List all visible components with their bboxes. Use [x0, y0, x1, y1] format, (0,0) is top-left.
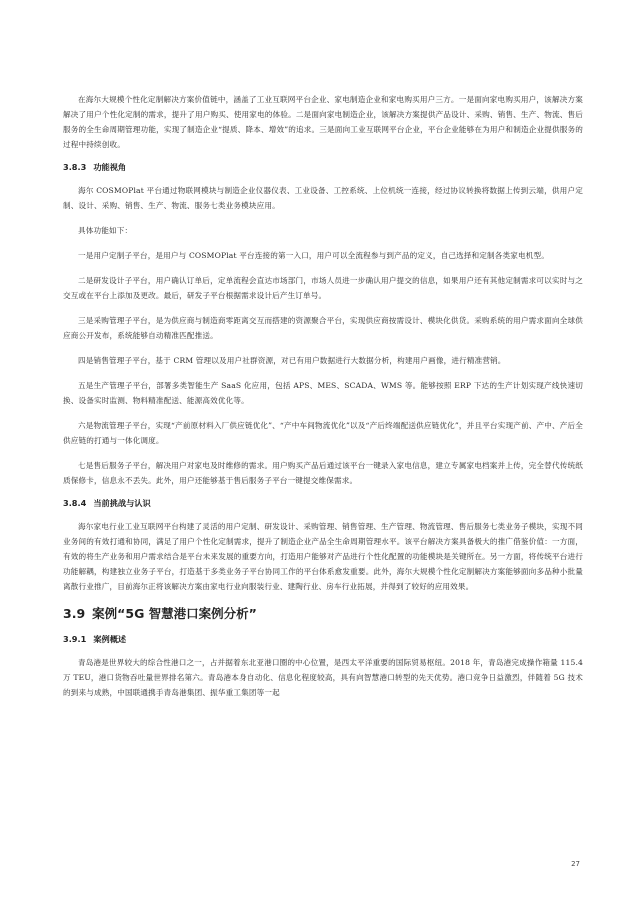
- section-3-9-1-heading: [63, 634, 583, 645]
- page-content: [63, 92, 583, 710]
- section-3-9-heading: [63, 604, 583, 622]
- functional-paragraph-3: 一是用户定制子平台，是用户与 COSMOPlat 平台连接的第一入口，用户可以全流程参与到产品的定义，自己选择和定制各类家电机型。: [78, 251, 549, 260]
- functional-paragraph-6: 四是销售管理子平台，基于 CRM 管理以及用户社群资源，对已有用户数据进行大数据分析，构建用户画像，进行精准营销。: [78, 356, 506, 365]
- challenge-paragraph: 海尔家电行业工业互联网平台构建了灵活的用户定制、研发设计、采购管理、销售管理、生产管理、物流管理、售后服务七类业务子模块，实现不同业务间的有效打通和协同，满足了用户个性化定制需求，提升了制造企业产品全生命周期管理水平。该平台解决方案具备极大的推广借鉴价值：一方面，有效的将生产业务和用户需求结合是平台未来发展的重要方向，打造用户能够对产品进行个性化配置的功能模块是关键所在。另一方面，将传统平台进行功能解耦，构建独立业务子平台，打造基于多类业务子平台协同工作的平台体系愈发重要。此外，海尔大规模个性化定制解决方案能够面向多品种小批量离散行业推广，目前海尔正将该解决方案由家电行业向服装行业、建陶行业、房车行业拓展，并得到了较好的应用效果。: [63, 522, 583, 591]
- functional-paragraph-2: 具体功能如下：: [78, 226, 133, 235]
- section-number: 3.9: [63, 606, 86, 621]
- section-number: 3.9.1: [63, 634, 87, 644]
- section-number: 3.8.3: [63, 162, 87, 172]
- section-3-8-4-heading: [63, 498, 583, 509]
- section-number: 3.8.4: [63, 498, 87, 508]
- section-title: 当前挑战与认识: [93, 498, 151, 508]
- functional-paragraph-7: 五是生产管理子平台，部署多类智能生产 SaaS 化应用，包括 APS、MES、SCADA、WMS 等。能够按照 ERP 下达的生产计划实现产线快速切换、设备实时监测、物料精准配送、能源高效优化等。: [63, 381, 583, 405]
- functional-paragraph-4: 二是研发设计子平台，用户确认订单后，定单流程会直达市场部门，市场人员进一步确认用户提交的信息，如果用户还有其他定制需求可以实时与之交互或在平台上添加及更改。最后，研发子平台根据需求设计后产生订单号。: [63, 276, 583, 300]
- functional-paragraph-8: 六是物流管理子平台，实现“产前原材料入厂供应链优化”、“产中车间物流优化”以及“产后终端配送供应链优化”，并且平台实现产前、产中、产后全供应链的打通与一体化调度。: [63, 421, 583, 445]
- section-3-8-3-heading: [63, 162, 583, 173]
- overview-paragraph: 青岛港是世界较大的综合性港口之一，占并据着东北亚港口圈的中心位置，是西太平洋重要的国际贸易枢纽。2018 年，青岛港完成操作箱量 115.4 万 TEU，港口货物吞吐量世界排名第六。青岛港本身自动化、信息化程度较高，具有向智慧港口转型的先天优势。港口竞争日益激烈，伴随着 5G 技术的到来与成熟，中国联通携手青岛港集团、振华重工集团等一起: [63, 658, 583, 697]
- section-title: 功能视角: [93, 162, 127, 172]
- intro-paragraph: 在海尔大规模个性化定制解决方案价值链中，涵盖了工业互联网平台企业、家电制造企业和家电购买用户三方。一是面向家电购买用户，该解决方案解决了用户个性化定制的需求，提升了用户购买、使用家电的体验。二是面向家电制造企业，该解决方案提供产品设计、采购、销售、生产、物流、售后服务的全生命周期管理功能，实现了制造企业“提质、降本、增效”的追求。三是面向工业互联网平台企业，平台企业能够在为用户和制造企业提供服务的过程中持续创收。: [63, 95, 583, 149]
- section-title: 案例“5G 智慧港口案例分析”: [92, 606, 257, 621]
- functional-paragraph-9: 七是售后服务子平台，解决用户对家电及时维修的需求。用户购买产品后通过该平台一键录入家电信息，建立专属家电档案并上传，完全替代传统纸质保修卡，信息永不丢失。此外，用户还能够基于售后服务子平台一键提交维保需求。: [63, 461, 583, 485]
- functional-paragraph-1: 海尔 COSMOPlat 平台通过物联网模块与制造企业仪器仪表、工业设备、工控系统、上位机统一连接，经过协议转换将数据上传到云端，供用户定制、设计、采购、销售、生产、物流、服务七类业务模块应用。: [63, 186, 583, 210]
- page-number: 27: [571, 860, 580, 868]
- section-title: 案例概述: [93, 634, 127, 644]
- functional-paragraph-5: 三是采购管理子平台，是为供应商与制造商零距离交互而搭建的资源聚合平台，实现供应商按需设计、模块化供货。采购系统的用户需求面向全球供应商公开发布，系统能够自动精准匹配推送。: [63, 316, 583, 340]
